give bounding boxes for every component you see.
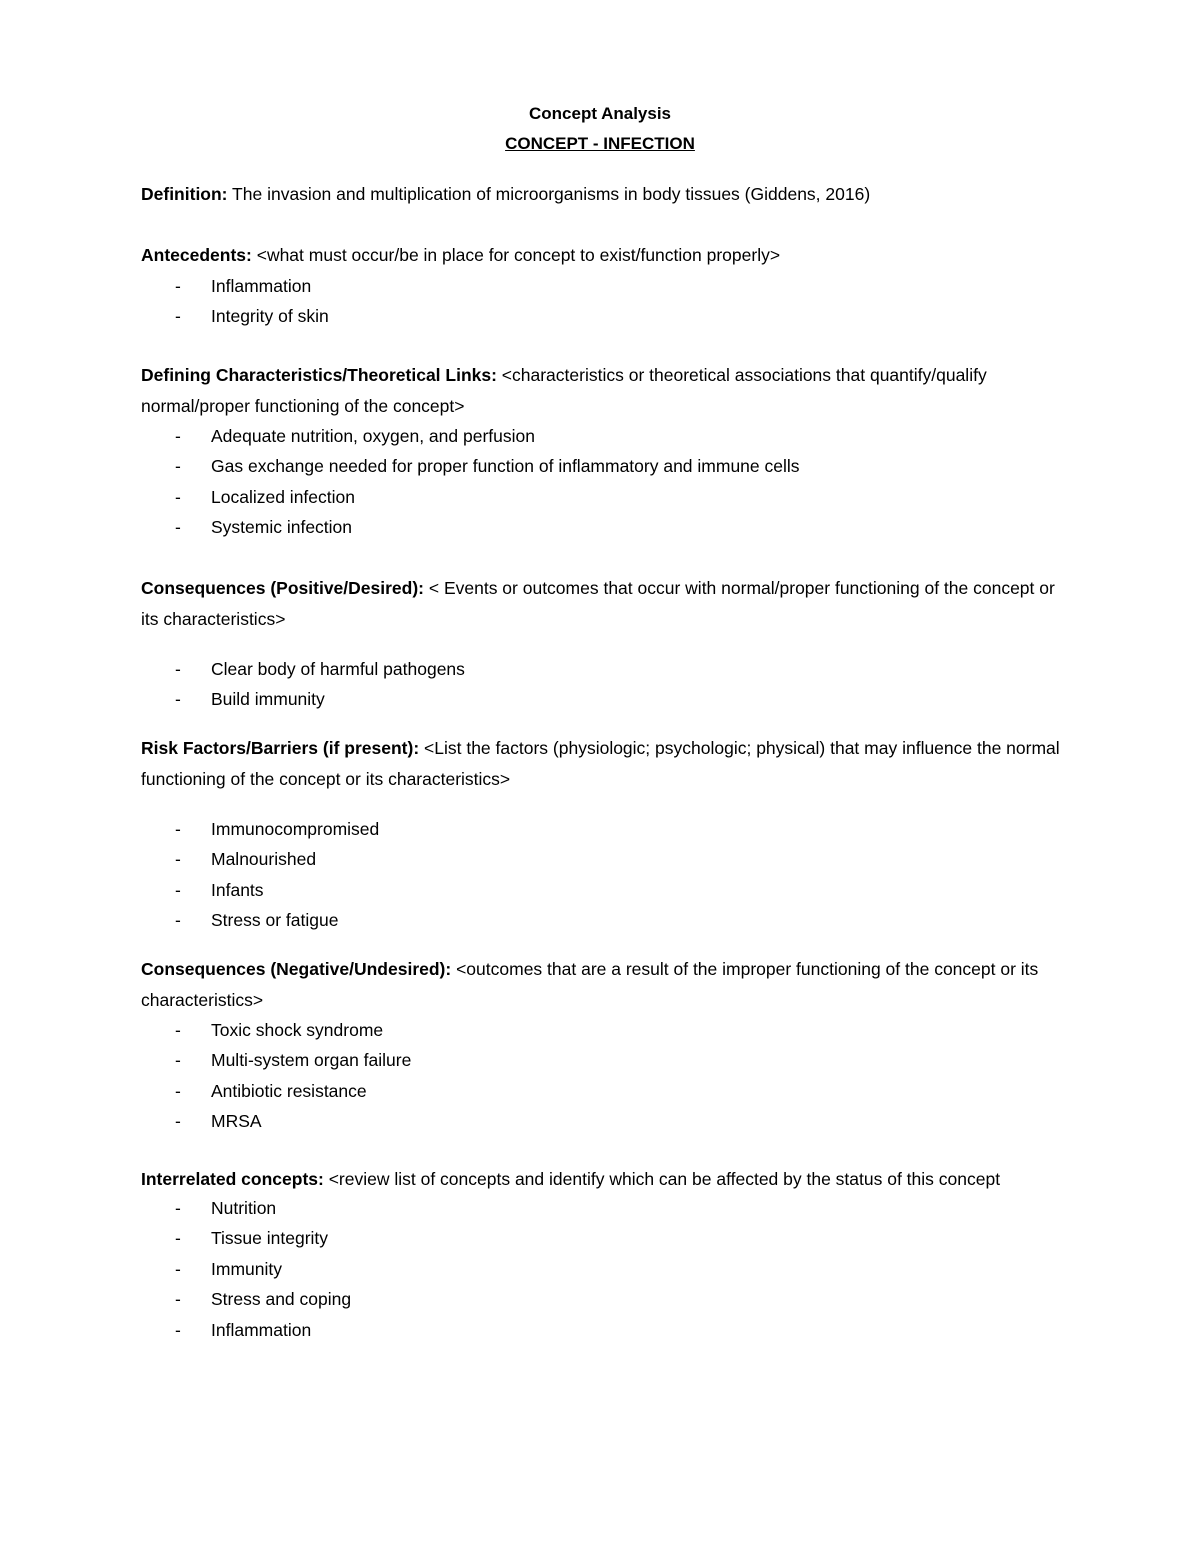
list-item-text: Tissue integrity: [211, 1228, 329, 1249]
defining-characteristics-label: Defining Characteristics/Theoretical Links:: [141, 365, 497, 385]
interrelated-section: [141, 1166, 1061, 1345]
dash-marker: -: [175, 1258, 181, 1279]
list-item: [141, 1193, 1061, 1223]
definition-text: The invasion and multiplication of microorganisms in body tissues (Giddens, 2016): [227, 184, 871, 204]
risk-factors-text: <List the factors (physiologic; psychologic; physical) that may influence the normal functioning of the concept or its characteristics>: [141, 738, 1060, 789]
risk-factors-section: [141, 733, 1061, 936]
consequences-positive-section: [141, 573, 1061, 715]
list-item-text: MRSA: [211, 1111, 262, 1132]
antecedents-section: [141, 240, 1061, 331]
consequences-negative-label: Consequences (Negative/Undesired):: [141, 959, 452, 979]
list-item-text: Malnourished: [211, 849, 317, 870]
dash-marker: -: [175, 879, 181, 900]
dash-marker: -: [175, 517, 181, 538]
list-item-text: Nutrition: [211, 1198, 277, 1218]
list-item-text: Immunocompromised: [211, 819, 380, 839]
list-item: [141, 875, 1061, 905]
dash-marker: -: [175, 1111, 181, 1132]
risk-factors-list: [141, 814, 1061, 936]
antecedents-label: Antecedents:: [141, 245, 252, 265]
consequences-positive-label: Consequences (Positive/Desired):: [141, 578, 424, 598]
consequences-negative-section: [141, 954, 1061, 1137]
consequences-positive-list: [141, 654, 1061, 715]
interrelated-heading: [141, 1166, 1061, 1193]
document-subtitle: CONCEPT - INFECTION: [505, 134, 695, 153]
dash-marker: -: [175, 849, 181, 870]
consequences-negative-list: [141, 1015, 1061, 1137]
list-item: [141, 1015, 1061, 1045]
risk-factors-heading: [141, 733, 1061, 794]
interrelated-list: [141, 1193, 1061, 1345]
dash-marker: -: [175, 689, 181, 710]
dash-marker: -: [175, 456, 181, 477]
list-item: [141, 512, 1061, 542]
list-item-text: Multi-system organ failure: [211, 1050, 412, 1071]
antecedents-text: <what must occur/be in place for concept to exist/function properly>: [251, 245, 781, 265]
consequences-positive-text: < Events or outcomes that occur with normal/proper functioning of the concept or its characteristics>: [141, 578, 1055, 629]
antecedents-list: [141, 271, 1061, 332]
defining-characteristics-list: [141, 421, 1061, 543]
dash-marker: -: [175, 910, 181, 931]
interrelated-text: <review list of concepts and identify which can be affected by the status of this concept: [323, 1169, 1001, 1189]
dash-marker: -: [175, 486, 181, 507]
dash-marker: -: [175, 275, 181, 296]
dash-marker: -: [175, 1080, 181, 1101]
list-item-text: Stress or fatigue: [211, 910, 339, 931]
spacer: [141, 634, 1061, 654]
list-item: [141, 654, 1061, 684]
list-item: [141, 905, 1061, 935]
definition-label: Definition:: [141, 184, 228, 204]
dash-marker: -: [175, 1228, 181, 1249]
list-item: [141, 1045, 1061, 1075]
list-item: [141, 844, 1061, 874]
dash-marker: -: [175, 659, 181, 679]
list-item-text: Toxic shock syndrome: [211, 1020, 384, 1040]
list-item-text: Immunity: [211, 1258, 282, 1279]
document-title: Concept Analysis: [528, 104, 672, 123]
consequences-positive-heading: [141, 573, 1061, 634]
dash-marker: -: [175, 819, 181, 839]
list-item-text: Infants: [211, 879, 264, 900]
list-item-text: Inflammation: [211, 275, 312, 296]
risk-factors-label: Risk Factors/Barriers (if present):: [141, 738, 420, 758]
list-item-text: Clear body of harmful pathogens: [211, 659, 465, 679]
dash-marker: -: [175, 305, 181, 326]
antecedents-heading: [141, 240, 1061, 271]
list-item-text: Localized infection: [211, 486, 355, 507]
list-item: [141, 1284, 1061, 1314]
list-item-text: Gas exchange needed for proper function of inflammatory and immune cells: [211, 456, 800, 477]
list-item: [141, 1315, 1061, 1345]
list-item-text: Build immunity: [211, 689, 325, 710]
interrelated-label: Interrelated concepts:: [141, 1169, 324, 1189]
defining-characteristics-text: <characteristics or theoretical associations that quantify/qualify normal/proper functioning of the concept>: [141, 365, 987, 416]
list-item-text: Integrity of skin: [211, 305, 329, 326]
list-item: [141, 482, 1061, 512]
dash-marker: -: [175, 1198, 181, 1218]
list-item-text: Inflammation: [211, 1319, 312, 1340]
spacer: [141, 794, 1061, 814]
list-item: [141, 1106, 1061, 1136]
list-item: [141, 1076, 1061, 1106]
list-item: [141, 1223, 1061, 1253]
list-item: [141, 684, 1061, 714]
list-item: [141, 814, 1061, 844]
dash-marker: -: [175, 1050, 181, 1071]
list-item-text: Systemic infection: [211, 517, 353, 538]
list-item-text: Stress and coping: [211, 1289, 352, 1310]
consequences-negative-text: <outcomes that are a result of the improper functioning of the concept or its characteristics>: [141, 959, 1039, 1010]
dash-marker: -: [175, 1020, 181, 1040]
list-item: [141, 451, 1061, 481]
list-item-text: Antibiotic resistance: [211, 1080, 367, 1101]
defining-characteristics-heading: [141, 360, 1061, 421]
dash-marker: -: [175, 1319, 181, 1340]
list-item: [141, 421, 1061, 451]
dash-marker: -: [175, 426, 181, 446]
defining-characteristics-section: [141, 360, 1061, 543]
definition-section: [141, 179, 1061, 210]
list-item-text: Adequate nutrition, oxygen, and perfusion: [211, 426, 535, 446]
list-item: [141, 271, 1061, 301]
dash-marker: -: [175, 1289, 181, 1310]
list-item: [141, 301, 1061, 331]
consequences-negative-heading: [141, 954, 1061, 1015]
list-item: [141, 1254, 1061, 1284]
